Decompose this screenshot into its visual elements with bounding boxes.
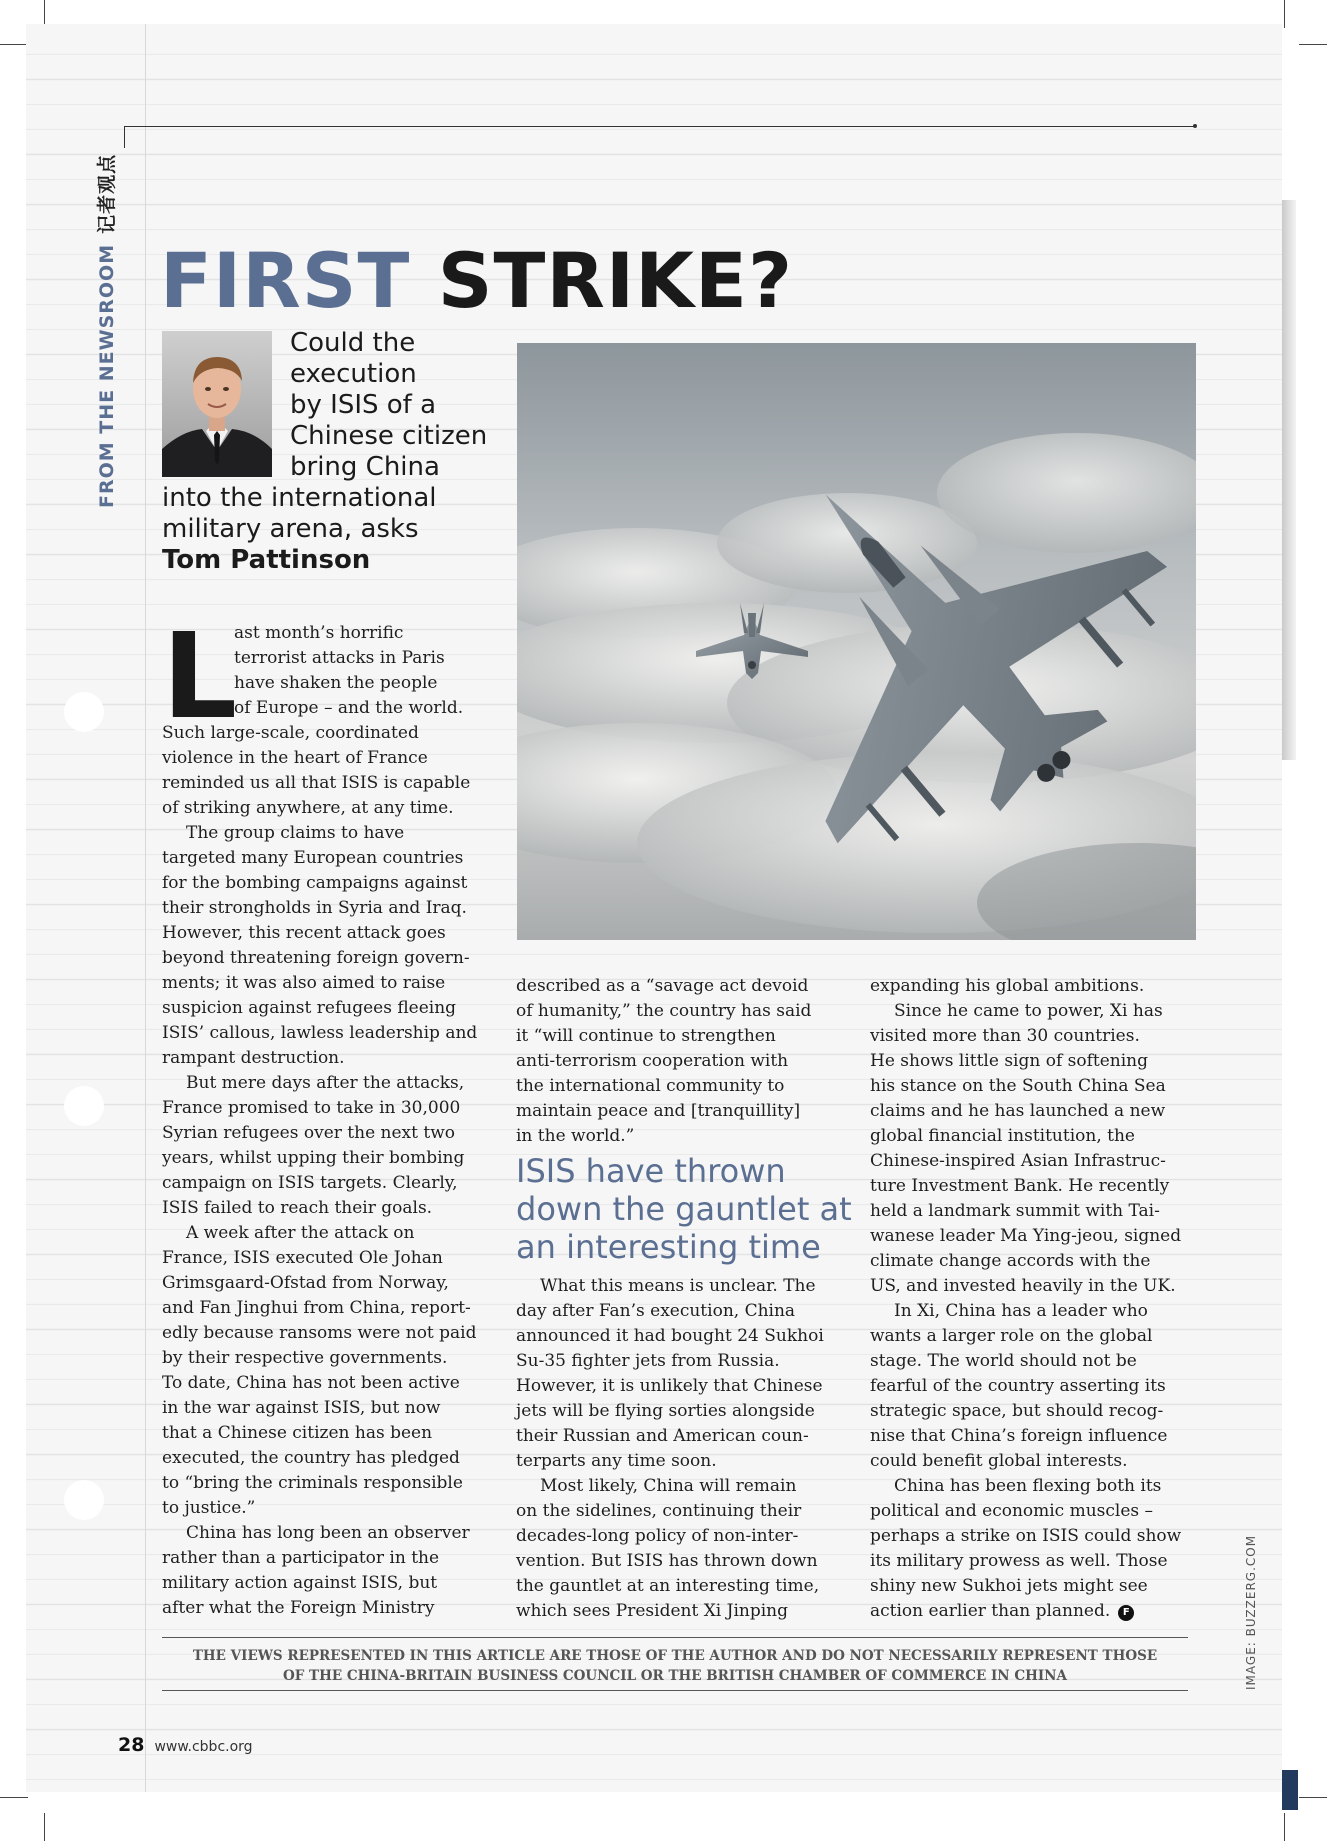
standfirst-line: bring China — [290, 452, 440, 482]
body-line — [870, 1074, 1202, 1099]
body-line — [516, 1524, 848, 1549]
body-line-text: rather than a participator in the — [162, 1548, 440, 1568]
body-line — [516, 1099, 848, 1124]
body-line — [870, 1424, 1202, 1449]
body-line-text: his stance on the South China Sea — [870, 1076, 1166, 1096]
body-line — [870, 1374, 1202, 1399]
body-line-text: on the sidelines, continuing their — [516, 1501, 802, 1521]
footer — [118, 1734, 253, 1756]
body-line-text: expanding his global ambitions. — [870, 976, 1145, 996]
body-line: have shaken the people — [234, 673, 438, 693]
body-line-text: China has been flexing both its — [894, 1476, 1162, 1496]
body-line-text: rampant destruction. — [162, 1048, 345, 1068]
body-line-text: US, and invested heavily in the UK. — [870, 1276, 1176, 1296]
body-line — [162, 821, 494, 846]
author-name: Tom Pattinson — [162, 545, 371, 575]
body-line-text: To date, China has not been active — [162, 1373, 460, 1393]
end-of-article-icon: F — [1118, 1605, 1134, 1621]
body-line — [162, 1046, 494, 1071]
body-line-text: ture Investment Bank. He recently — [870, 1176, 1170, 1196]
margin-line — [145, 24, 146, 1792]
body-line-text: vention. But ISIS has thrown down — [516, 1551, 818, 1571]
body-line — [516, 1024, 848, 1049]
headline-strike: STRIKE? — [437, 236, 794, 325]
page-number: 28 — [118, 1734, 145, 1756]
body-line — [870, 1549, 1202, 1574]
punch-hole — [64, 1086, 104, 1126]
punch-hole — [64, 692, 104, 732]
body-line — [516, 974, 848, 999]
article-column-3 — [870, 974, 1202, 1624]
page-shadow — [1282, 200, 1296, 760]
body-line — [516, 1074, 848, 1099]
body-line-text: could benefit global interests. — [870, 1451, 1128, 1471]
body-line — [870, 1574, 1202, 1599]
body-line-text: China has long been an observer — [186, 1523, 470, 1543]
standfirst-line: into the international — [162, 483, 437, 513]
body-line-text: the gauntlet at an interesting time, — [516, 1576, 820, 1596]
body-line-text: A week after the attack on — [186, 1223, 415, 1243]
body-line — [162, 1496, 494, 1521]
headline — [160, 236, 793, 325]
body-line — [162, 1321, 494, 1346]
body-line-text: violence in the heart of France — [162, 748, 428, 768]
body-line-text: of humanity,” the country has said — [516, 1001, 812, 1021]
body-line-text: wanese leader Ma Ying-jeou, signed — [870, 1226, 1182, 1246]
body-line-text: climate change accords with the — [870, 1251, 1151, 1271]
body-line-text: years, whilst upping their bombing — [162, 1148, 465, 1168]
disclaimer-rule-bottom — [162, 1690, 1188, 1691]
body-line-text: Since he came to power, Xi has — [894, 1001, 1163, 1021]
header-rule-tick — [124, 126, 125, 148]
body-line — [162, 746, 494, 771]
crop-mark — [44, 1813, 45, 1841]
body-line — [162, 946, 494, 971]
body-line-text: beyond threatening foreign govern- — [162, 948, 470, 968]
body-line-text: that a Chinese citizen has been — [162, 1423, 433, 1443]
section-label-cn: 记者观点 — [96, 153, 118, 234]
disclaimer — [162, 1646, 1188, 1686]
body-line — [870, 1299, 1202, 1324]
body-line — [870, 1324, 1202, 1349]
drop-cap: L — [162, 607, 238, 745]
article-column-1-intro — [162, 621, 494, 721]
body-line-text: Grimsgaard-Ofstad from Norway, — [162, 1273, 449, 1293]
header-rule — [124, 126, 1195, 127]
body-line — [516, 1599, 848, 1624]
body-line-text: What this means is unclear. The — [540, 1276, 816, 1296]
body-line-text: ISIS’ callous, lawless leadership and — [162, 1023, 478, 1043]
body-line — [162, 921, 494, 946]
fighter-jets-illustration — [517, 343, 1196, 940]
disclaimer-line: OF THE CHINA-BRITAIN BUSINESS COUNCIL OR THE BRITISH CHAMBER OF COMMERCE IN CHINA — [283, 1668, 1067, 1684]
article-column-1 — [162, 721, 494, 1621]
body-line-text: France, ISIS executed Ole Johan — [162, 1248, 443, 1268]
body-line — [870, 1224, 1202, 1249]
section-tab-marker — [1282, 1770, 1298, 1810]
body-line — [162, 721, 494, 746]
body-line-text: stage. The world should not be — [870, 1351, 1137, 1371]
standfirst-line: military arena, asks — [162, 514, 419, 544]
body-line — [516, 1374, 848, 1399]
body-line-text: ISIS failed to reach their goals. — [162, 1198, 433, 1218]
body-line-text: perhaps a strike on ISIS could show — [870, 1526, 1182, 1546]
body-line-text: executed, the country has pledged — [162, 1448, 460, 1468]
body-line-text: jets will be flying sorties alongside — [516, 1401, 815, 1421]
body-line-text: nise that China’s foreign influence — [870, 1426, 1168, 1446]
body-line — [162, 896, 494, 921]
crop-mark — [0, 44, 28, 45]
body-line — [870, 1124, 1202, 1149]
header-rule-end — [1193, 124, 1197, 128]
image-credit: IMAGE: BUZZERG.COM — [1244, 1534, 1258, 1690]
body-line-text: political and economic muscles – — [870, 1501, 1154, 1521]
body-line — [516, 1424, 848, 1449]
body-line — [162, 1146, 494, 1171]
body-line-text: strategic space, but should recog- — [870, 1401, 1164, 1421]
article-column-2-top — [516, 974, 848, 1149]
body-line-text: held a landmark summit with Tai- — [870, 1201, 1160, 1221]
body-line-text: visited more than 30 countries. — [870, 1026, 1140, 1046]
body-line — [870, 1049, 1202, 1074]
body-line-text: global financial institution, the — [870, 1126, 1135, 1146]
body-line-text: Syrian refugees over the next two — [162, 1123, 455, 1143]
body-line — [162, 971, 494, 996]
crop-mark — [1299, 44, 1327, 45]
body-line — [162, 1271, 494, 1296]
body-line — [870, 1099, 1202, 1124]
article-column-2-bottom — [516, 1274, 848, 1624]
body-line-text: in the war against ISIS, but now — [162, 1398, 441, 1418]
body-line — [516, 1574, 848, 1599]
body-line — [870, 1474, 1202, 1499]
body-line-text: edly because ransoms were not paid — [162, 1323, 477, 1343]
body-line-text: campaign on ISIS targets. Clearly, — [162, 1173, 458, 1193]
body-line — [162, 1471, 494, 1496]
body-line-text: Most likely, China will remain — [540, 1476, 797, 1496]
body-line-text: ments; it was also aimed to raise — [162, 973, 446, 993]
body-line-text: reminded us all that ISIS is capable — [162, 773, 471, 793]
standfirst-line: Chinese citizen — [290, 421, 488, 451]
body-line-text: day after Fan’s execution, China — [516, 1301, 796, 1321]
body-line-text: Such large-scale, coordinated — [162, 723, 419, 743]
body-line-text: announced it had bought 24 Sukhoi — [516, 1326, 824, 1346]
body-line — [162, 1246, 494, 1271]
body-line — [870, 1349, 1202, 1374]
body-line — [516, 1124, 848, 1149]
body-line — [516, 999, 848, 1024]
body-line — [162, 1021, 494, 1046]
body-line — [870, 974, 1202, 999]
crop-mark — [1299, 1797, 1327, 1798]
body-line-text: Su-35 fighter jets from Russia. — [516, 1351, 780, 1371]
body-line — [516, 1499, 848, 1524]
body-line-text: suspicion against refugees fleeing — [162, 998, 457, 1018]
body-line-text: military action against ISIS, but — [162, 1573, 438, 1593]
body-line — [162, 1196, 494, 1221]
body-line-text: after what the Foreign Ministry — [162, 1598, 435, 1618]
body-line — [516, 1349, 848, 1374]
body-line-text: its military prowess as well. Those — [870, 1551, 1168, 1571]
body-line — [516, 1274, 848, 1299]
body-line — [870, 1024, 1202, 1049]
body-line-text: to justice.” — [162, 1498, 256, 1518]
body-line — [162, 871, 494, 896]
body-line — [870, 1399, 1202, 1424]
pull-quote-line: an interesting time — [516, 1228, 821, 1266]
body-line — [162, 1396, 494, 1421]
punch-hole — [64, 1480, 104, 1520]
body-line-text: In Xi, China has a leader who — [894, 1301, 1148, 1321]
standfirst-line: execution — [290, 359, 417, 389]
body-line — [162, 1421, 494, 1446]
disclaimer-line: THE VIEWS REPRESENTED IN THIS ARTICLE ARE THOSE OF THE AUTHOR AND DO NOT NECESSARILY REPRESENT THOSE — [192, 1648, 1158, 1664]
body-line: ast month’s horrific — [234, 623, 404, 643]
body-line — [870, 1249, 1202, 1274]
body-line-text: decades-long policy of non-inter- — [516, 1526, 799, 1546]
body-line — [516, 1549, 848, 1574]
section-label — [92, 154, 119, 508]
body-line — [516, 1299, 848, 1324]
body-line — [162, 1171, 494, 1196]
body-line — [162, 1346, 494, 1371]
body-line — [516, 1474, 848, 1499]
body-line — [162, 1521, 494, 1546]
body-line-text: described as a “savage act devoid — [516, 976, 809, 996]
body-line — [162, 846, 494, 871]
body-line — [870, 1524, 1202, 1549]
fighter-jets-photo — [517, 343, 1196, 940]
body-line-text: maintain peace and [tranquillity] — [516, 1101, 801, 1121]
body-line — [162, 1446, 494, 1471]
body-line-text: the international community to — [516, 1076, 785, 1096]
standfirst — [162, 328, 492, 576]
body-line — [162, 1371, 494, 1396]
headline-first: FIRST — [160, 236, 411, 325]
body-line — [162, 1121, 494, 1146]
pull-quote-line: ISIS have thrown — [516, 1152, 786, 1190]
body-line — [162, 1096, 494, 1121]
body-line-text: He shows little sign of softening — [870, 1051, 1149, 1071]
crop-mark — [1284, 0, 1285, 28]
body-line-text: anti-terrorism cooperation with — [516, 1051, 789, 1071]
body-line — [516, 1049, 848, 1074]
body-line-text: But mere days after the attacks, — [186, 1073, 465, 1093]
body-line-text: action earlier than planned. — [870, 1601, 1111, 1621]
standfirst-line: Could the — [290, 328, 416, 358]
footer-url[interactable]: www.cbbc.org — [154, 1739, 253, 1755]
pull-quote-line: down the gauntlet at — [516, 1190, 852, 1228]
crop-mark — [0, 1797, 28, 1798]
body-line — [516, 1399, 848, 1424]
body-line — [162, 1221, 494, 1246]
body-line-text: targeted many European countries — [162, 848, 464, 868]
body-line — [870, 1274, 1202, 1299]
body-line-text: of striking anywhere, at any time. — [162, 798, 454, 818]
body-line-text: However, it is unlikely that Chinese — [516, 1376, 823, 1396]
crop-mark — [1284, 1813, 1285, 1841]
body-line-text: France promised to take in 30,000 — [162, 1098, 461, 1118]
body-line — [870, 999, 1202, 1024]
body-line-text: by their respective governments. — [162, 1348, 448, 1368]
body-line-text: in the world.” — [516, 1126, 635, 1146]
pull-quote — [516, 1152, 852, 1266]
body-line — [870, 1599, 1202, 1624]
section-label-en: FROM THE NEWSROOM — [96, 243, 118, 508]
body-line — [516, 1449, 848, 1474]
body-line-text: shiny new Sukhoi jets might see — [870, 1576, 1148, 1596]
body-line-text: Chinese-inspired Asian Infrastruc- — [870, 1151, 1166, 1171]
body-line-text: it “will continue to strengthen — [516, 1026, 776, 1046]
standfirst-line: by ISIS of a — [290, 390, 437, 420]
body-line — [162, 996, 494, 1021]
body-line — [162, 1546, 494, 1571]
body-line-text: claims and he has launched a new — [870, 1101, 1166, 1121]
body-line — [162, 1571, 494, 1596]
body-line — [870, 1499, 1202, 1524]
body-line — [870, 1174, 1202, 1199]
body-line-text: their Russian and American coun- — [516, 1426, 809, 1446]
body-line — [870, 1449, 1202, 1474]
body-line-text: fearful of the country asserting its — [870, 1376, 1166, 1396]
body-line: terrorist attacks in Paris — [234, 648, 445, 668]
body-line — [162, 1596, 494, 1621]
body-line-text: The group claims to have — [186, 823, 405, 843]
body-line-text: wants a larger role on the global — [870, 1326, 1153, 1346]
body-line-text: to “bring the criminals responsible — [162, 1473, 463, 1493]
body-line-text: their strongholds in Syria and Iraq. — [162, 898, 467, 918]
body-line-text: which sees President Xi Jinping — [516, 1601, 788, 1621]
body-line — [870, 1199, 1202, 1224]
body-line: of Europe – and the world. — [234, 698, 464, 718]
body-line-text: for the bombing campaigns against — [162, 873, 468, 893]
body-line — [162, 771, 494, 796]
body-line — [162, 796, 494, 821]
body-line-text: However, this recent attack goes — [162, 923, 446, 943]
body-line-text: terparts any time soon. — [516, 1451, 717, 1471]
body-line-text: and Fan Jinghui from China, report- — [162, 1298, 471, 1318]
body-line — [516, 1324, 848, 1349]
disclaimer-rule-top — [162, 1637, 1188, 1638]
body-line — [870, 1149, 1202, 1174]
body-line — [162, 1296, 494, 1321]
body-line — [162, 1071, 494, 1096]
